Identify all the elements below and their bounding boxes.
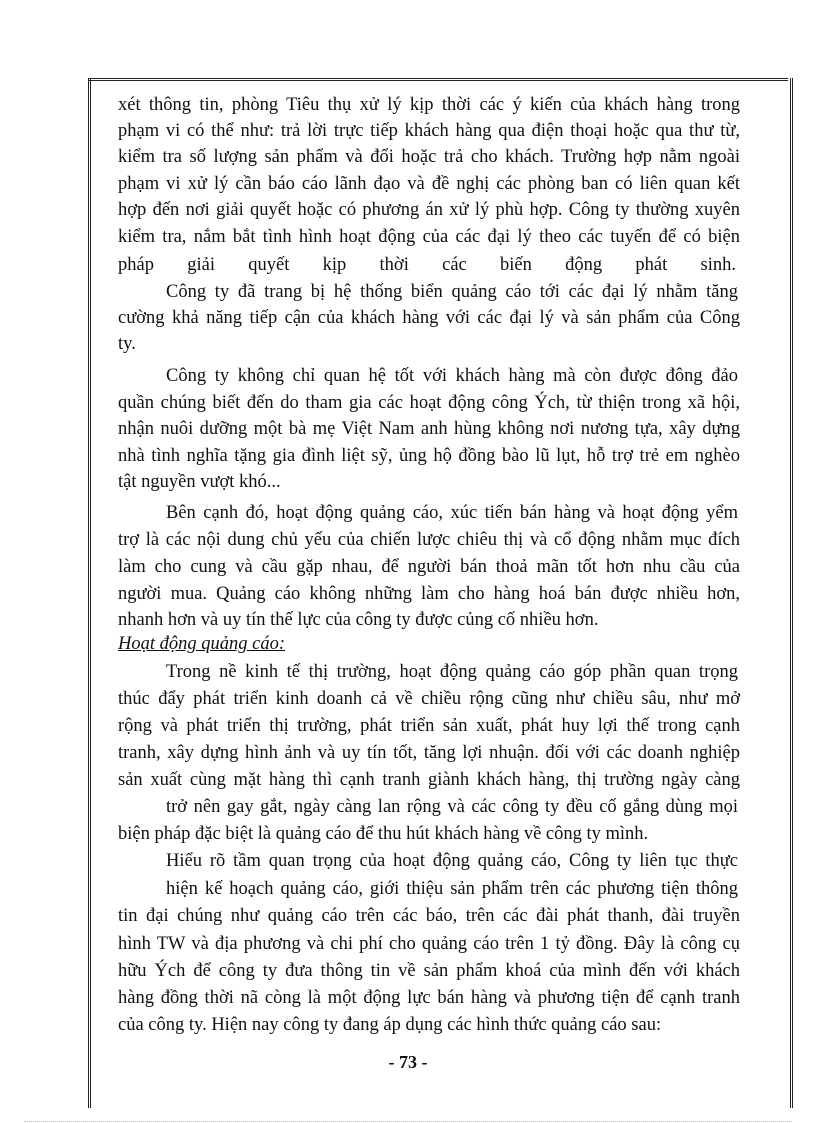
text-line: phạm vi có thể như: trả lời trực tiếp khách hàng qua điện thoại hoặc qua thư từ, [118, 121, 740, 141]
text-line: Hiểu rõ tầm quan trọng của hoạt động quảng cáo, Công ty liên tục thực [166, 851, 738, 871]
text-line: thúc đẩy phát triển kinh doanh cả về chiều rộng cũng như chiều sâu, như mở [118, 689, 740, 709]
page-number: - 73 - [388, 1052, 428, 1072]
text-line: Công ty đã trang bị hệ thống biển quảng cáo tới các đại lý nhằm tăng [166, 282, 738, 302]
text-line: biện pháp đặc biệt là quảng cáo để thu hút khách hàng về công ty mình. [118, 824, 649, 844]
text-line: ty. [118, 334, 136, 354]
text-line: kiểm tra số lượng sản phẩm và đổi hoặc trả cho khách. Trường hợp nằm ngoài [118, 147, 740, 167]
footer-dotted-rule [24, 1121, 792, 1122]
page-border-right [784, 78, 793, 1108]
text-line: pháp giải quyết kịp thời các biến động phát sinh. [118, 255, 736, 275]
text-line: hữu Ých để công ty đưa thông tin về sản phẩm khoá của mình đến với khách [118, 961, 740, 981]
text-line: quần chúng biết đến do tham gia các hoạt động công Ých, từ thiện trong xã hội, [118, 393, 740, 413]
page-border-top [88, 78, 788, 87]
section-heading: Hoạt động quảng cáo: [118, 634, 285, 654]
text-line: làm cho cung và cầu gặp nhau, để người bán thoả mãn tốt hơn nhu cầu của [118, 557, 740, 577]
text-line: nhà tình nghĩa tặng gia đình liệt sỹ, ủng hộ đồng bào lũ lụt, hỗ trợ trẻ em nghèo [118, 446, 740, 466]
text-line: nhận nuôi dưỡng một bà mẹ Việt Nam anh hùng không nơi nương tựa, xây dựng [118, 419, 740, 439]
text-line: nhanh hơn và uy tín thế lực của công ty được củng cố nhiều hơn. [118, 610, 599, 630]
text-line: hiện kế hoạch quảng cáo, giới thiệu sản phẩm trên các phương tiện thông [166, 879, 738, 899]
text-line: kiểm tra, nắm bắt tình hình hoạt động của các đại lý theo các tuyến để có biện [118, 227, 740, 247]
text-line: hàng đồng thời nã còng là một động lực bán hàng và phương tiện để cạnh tranh [118, 988, 740, 1008]
text-line: trở nên gay gắt, ngày càng lan rộng và các công ty đều cố gắng dùng mọi [166, 797, 738, 817]
text-line: Công ty không chỉ quan hệ tốt với khách hàng mà còn được đông đảo [166, 366, 738, 386]
text-line: người mua. Quảng cáo không những làm cho hàng hoá bán được nhiều hơn, [118, 584, 740, 604]
text-line: Trong nề kinh tế thị trường, hoạt động quảng cáo góp phần quan trọng [166, 662, 738, 682]
text-line: tranh, xây dựng hình ảnh và uy tín tốt, tăng lợi nhuận. đối với các doanh nghiệp [118, 743, 740, 763]
text-line: xét thông tin, phòng Tiêu thụ xử lý kịp thời các ý kiến của khách hàng trong [118, 95, 740, 115]
text-line: trợ là các nội dung chủ yếu của chiến lược chiêu thị và cổ động nhằm mục đích [118, 530, 740, 550]
text-line: hợp đến nơi giải quyết hoặc có phương án xử lý phù hợp. Công ty thường xuyên [118, 200, 740, 220]
text-line: cường khả năng tiếp cận của khách hàng với các đại lý và sản phẩm của Công [118, 308, 740, 328]
text-line: rộng và phát triển thị trường, phát triển sản xuất, phát huy lợi thế trong cạnh [118, 716, 740, 736]
page-border-left [88, 78, 97, 1108]
text-line: của công ty. Hiện nay công ty đang áp dụng các hình thức quảng cáo sau: [118, 1015, 662, 1035]
text-line: Bên cạnh đó, hoạt động quảng cáo, xúc tiến bán hàng và hoạt động yểm [166, 503, 738, 523]
text-line: hình TW và địa phương và chi phí cho quảng cáo trên 1 tỷ đồng. Đây là công cụ [118, 934, 740, 954]
text-line: phạm vi xử lý cần báo cáo lãnh đạo và đề nghị các phòng ban có liên quan kết [118, 174, 740, 194]
text-line: tin đại chúng như quảng cáo trên các báo, trên các đài phát thanh, đài truyền [118, 906, 740, 926]
text-line: tật nguyền vượt khó... [118, 472, 281, 492]
text-line: sản xuất cùng mặt hàng thì cạnh tranh giành khách hàng, thị trường ngày càng [118, 770, 740, 790]
